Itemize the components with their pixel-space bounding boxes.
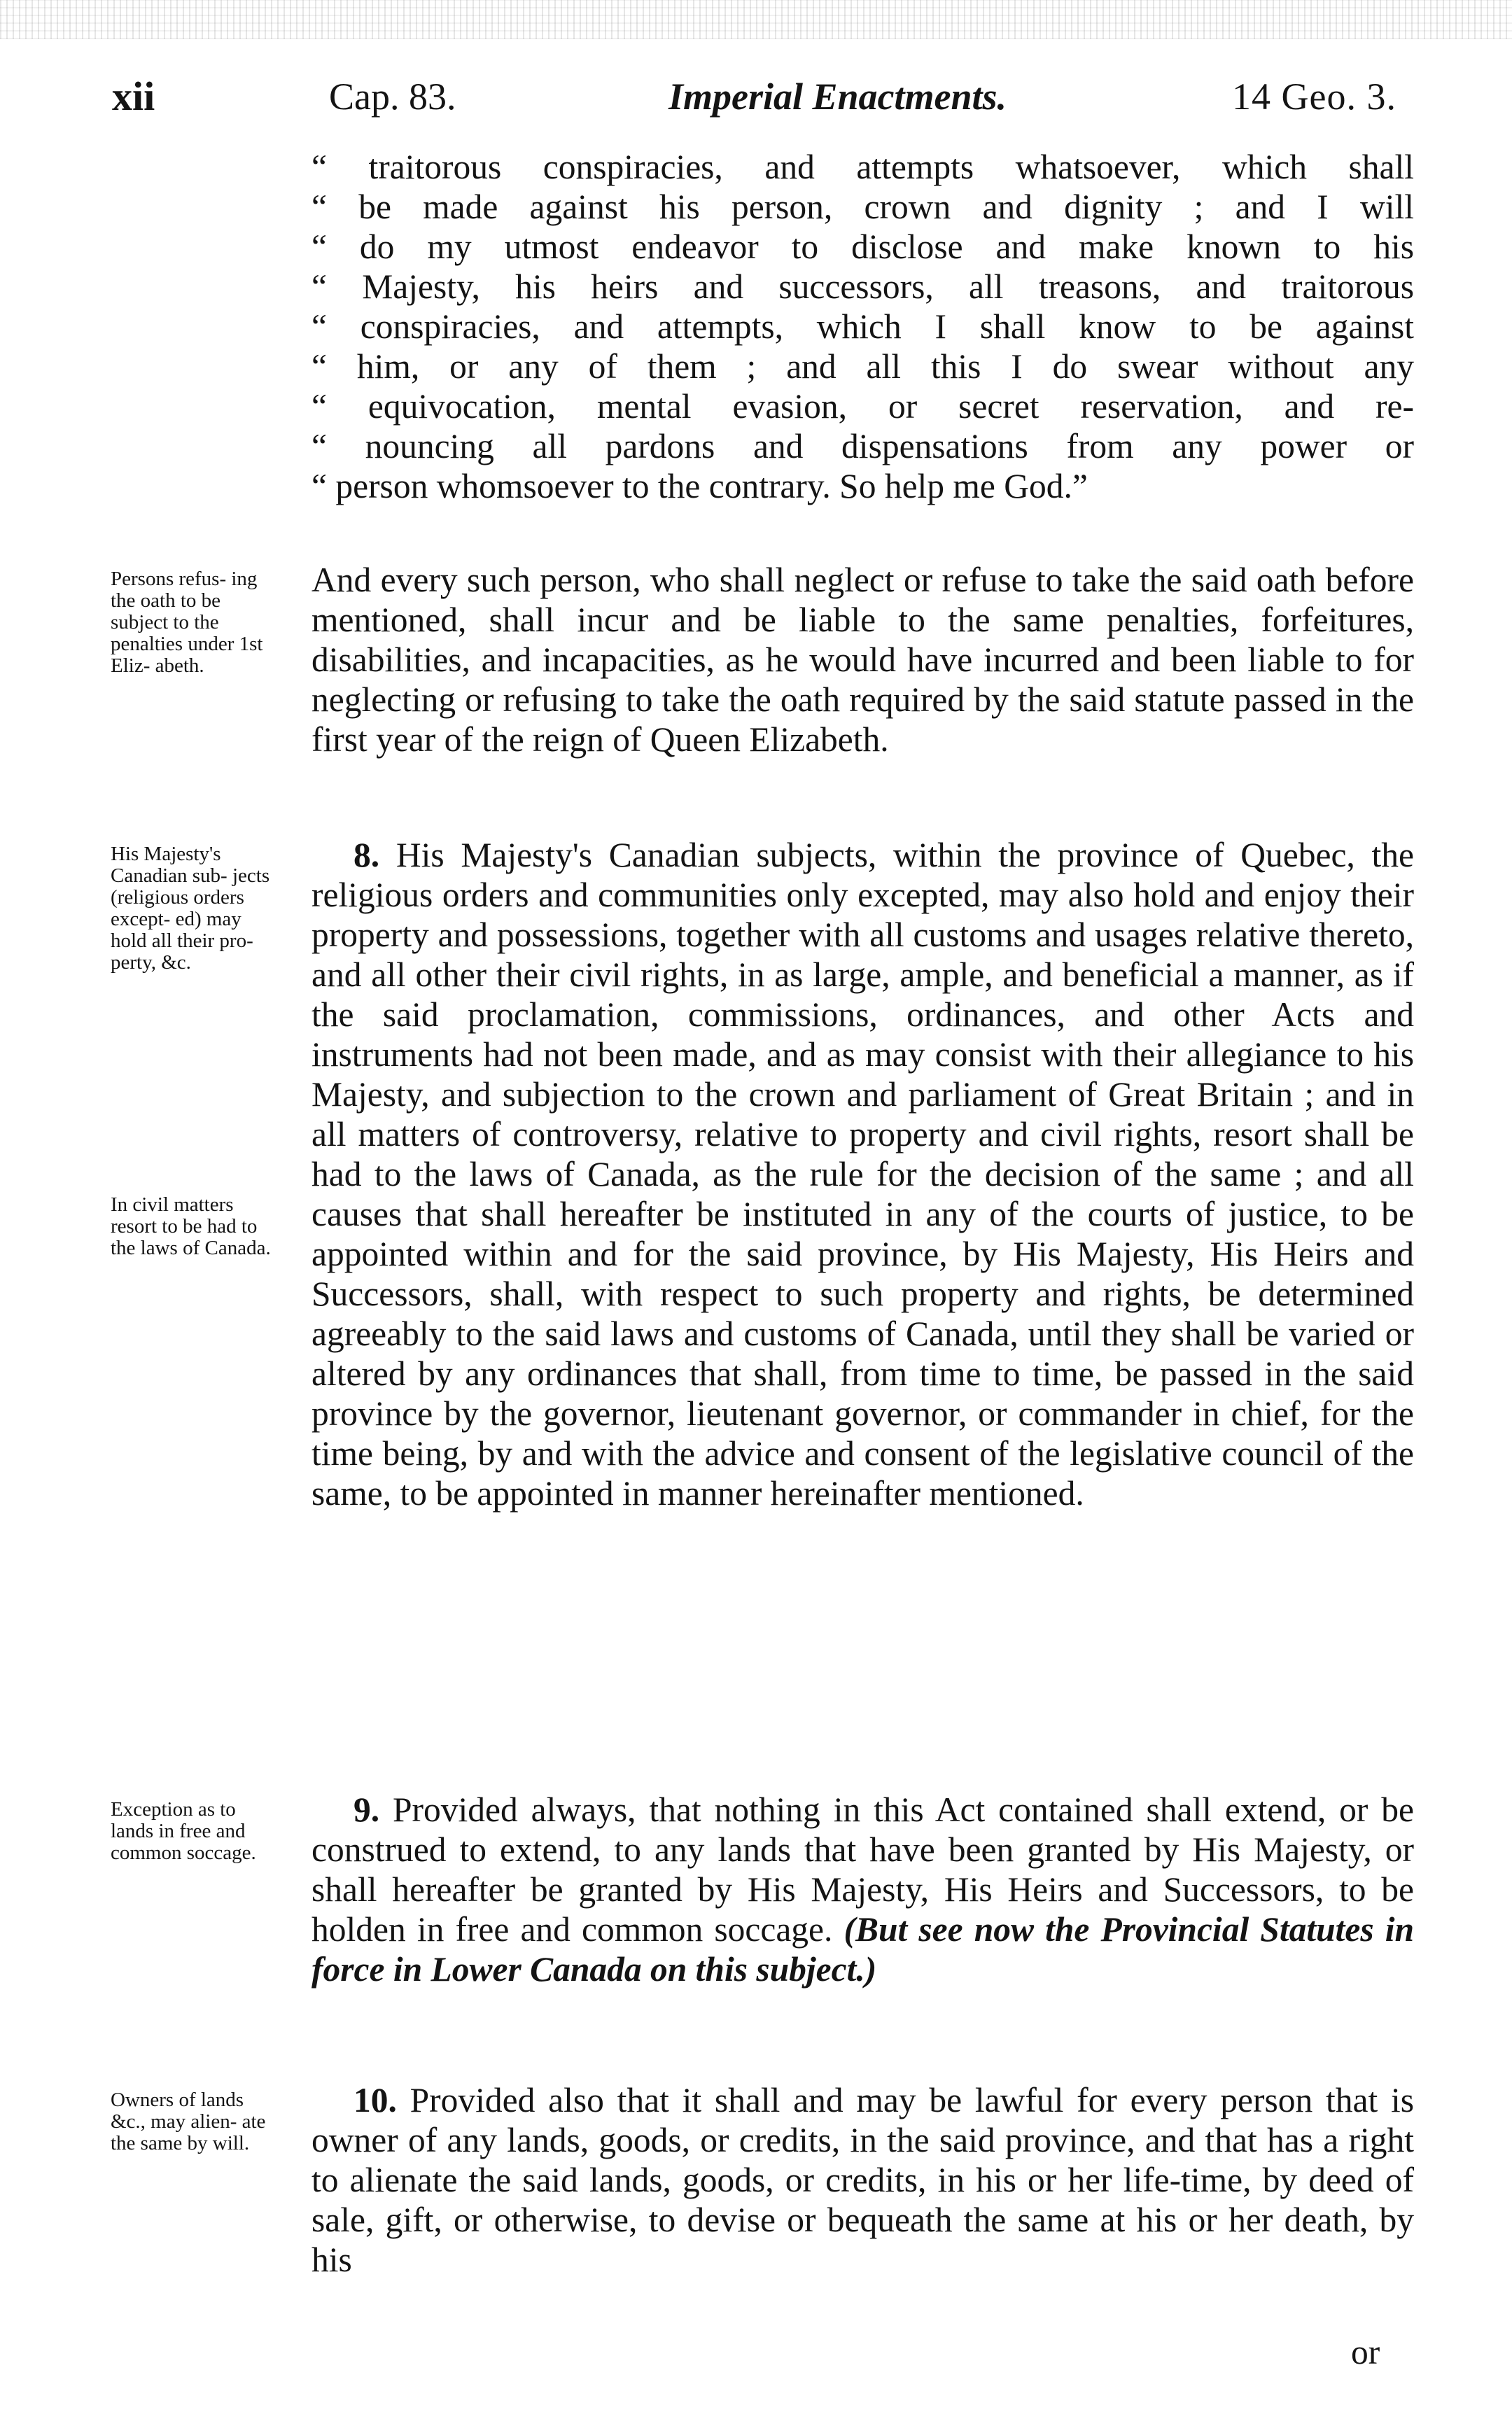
scan-edge-noise [0,0,1512,39]
editorial-note: (But see now the Provincial Statutes in force in Lower Canada on this subject.) [312,1910,1414,1989]
margin-note-civil-matters: In civil matters resort to be had to the laws of Canada. [111,1193,271,1259]
oath-line: “ nouncing all pardons and dispensations from any power or [312,427,1414,465]
section-8 [312,835,1414,1513]
section-body: Provided also that it shall and may be lawful for every person that is owner of any lands, goods, or credits, in the said province, and that has a right to alienate the said lands, goods, or credits, in his or her life-time, by deed of sale, gift, or otherwise, to devise or bequeath the same at his or her death, by his [312,2081,1414,2279]
section-body: Provided always, that nothing in this Act contained shall extend, or be construed to extend, to any lands that have been granted by His Majesty, or shall hereafter be granted by His Majesty, His Heirs and Successors, to be holden in free and common soccage. [312,1790,1414,1949]
oath-line: “ equivocation, mental evasion, or secret reservation, and re- [312,387,1414,426]
oath-line: “ be made against his person, crown and dignity ; and I will [312,188,1414,226]
paragraph-penalty [312,560,1414,759]
regnal-year: 14 Geo. 3. [1232,76,1396,118]
oath-block [312,147,1414,506]
paragraph-text: And every such person, who shall neglect or refuse to take the said oath before mentioned, shall incur and be liable to the same penalties, forfeitures, disabilities, and incapacities, as he would have incurred and been liable to for neglecting or refusing to take the oath required by the said statute passed in the first year of the reign of Queen Elizabeth. [312,561,1414,759]
oath-line: “ him, or any of them ; and all this I do swear without any [312,347,1414,386]
page-folio: xii [112,73,155,119]
running-title: Imperial Enactments. [668,76,1007,118]
oath-line: “ conspiracies, and attempts, which I shall know to be against [312,307,1414,346]
section-10-text [312,2080,1414,2280]
section-number: 8. [354,836,380,874]
oath-line: “ person whomsoever to the contrary. So help me God.” [312,467,1088,505]
margin-note-persons-refusing: Persons refus- ing the oath to be subject to the penalties under 1st Eliz- abeth. [111,568,263,677]
chapter-number: Cap. 83. [329,76,456,118]
section-body: His Majesty's Canadian subjects, within the province of Quebec, the religious orders and communities only excepted, may also hold and enjoy their property and possessions, together with all customs and usages relative thereto, and all other their civil rights, in as large, ample, and beneficial a manner, as if the said proclamation, commissions, ordinances, and other Acts and instruments had not been made, and as may consist with their allegiance to his Majesty, and subjection to the crown and parliament of Great Britain ; and in all matters of controversy, relative to property and civil rights, resort shall be had to the laws of Canada, as the rule for the decision of the same ; and all causes that shall hereafter be instituted in any of the courts of justice, to be appointed within and for the said province, by His Majesty, His Heirs and Successors, shall, with respect to such property and rights, be determined agreeably to the said laws and customs of Canada, until they shall be varied or altered by any ordinances that shall, from time to time, be passed in the said province by the governor, lieutenant governor, or commander in chief, for the time being, by and with the advice and consent of the legislative council of the same, to be appointed in manner hereinafter mentioned. [312,836,1415,1513]
running-header [0,69,1512,125]
oath-line: “ Majesty, his heirs and successors, all treasons, and traitorous [312,267,1414,306]
oath-line: “ do my utmost endeavor to disclose and make known to his [312,227,1414,266]
section-8-text [312,835,1414,1513]
margin-note-owners: Owners of lands &c., may alien- ate the same by will. [111,2089,266,2154]
catchword: or [1351,2333,1380,2371]
margin-note-exception: Exception as to lands in free and common soccage. [111,1798,256,1864]
section-number: 9. [354,1790,380,1829]
margin-note-his-majestys-subjects: His Majesty's Canadian sub- jects (religious orders except- ed) may hold all their pro- perty, &c. [111,843,270,974]
section-10 [312,2080,1414,2280]
section-9-text [312,1790,1414,1989]
oath-line: “ traitorous conspiracies, and attempts whatsoever, which shall [312,148,1414,186]
section-9 [312,1790,1414,1989]
section-number: 10. [354,2081,397,2119]
